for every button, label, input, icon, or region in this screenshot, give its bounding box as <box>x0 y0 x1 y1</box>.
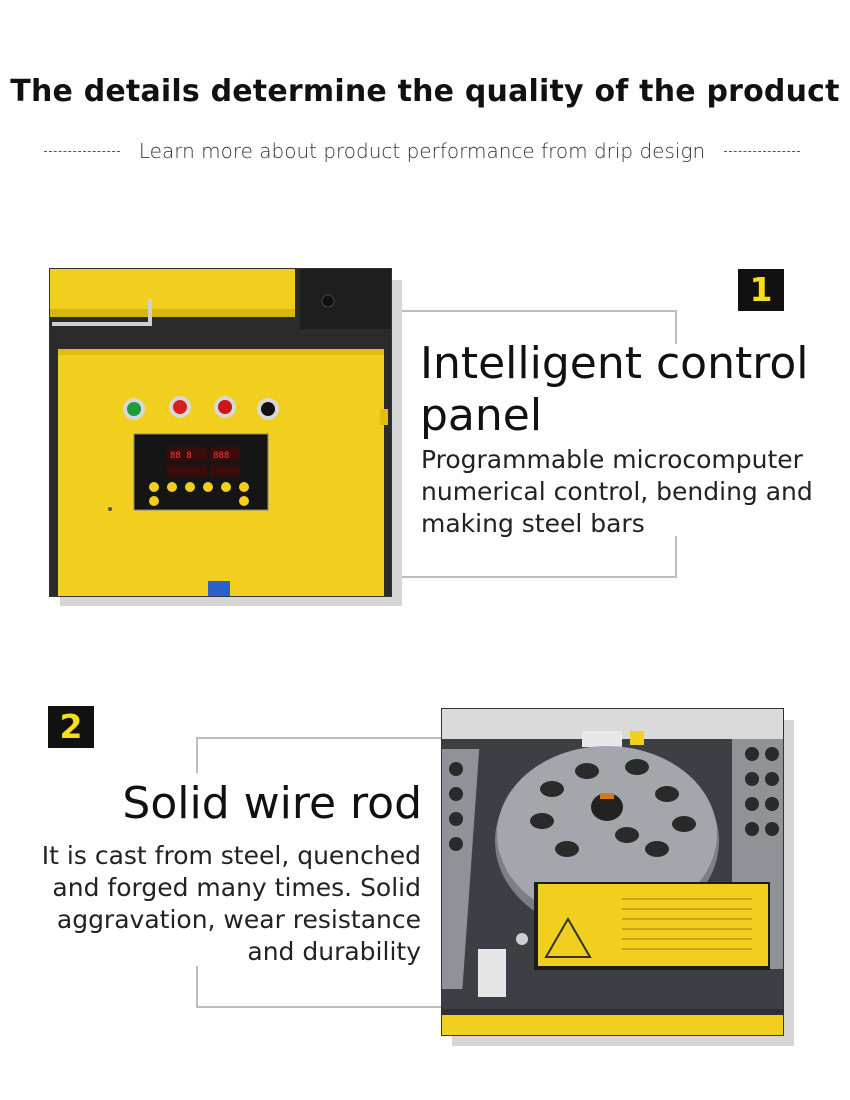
connector-line <box>196 737 442 739</box>
connector-line <box>402 310 677 312</box>
feature-number-badge: 2 <box>48 706 94 748</box>
feature-description: It is cast from steel, quenched and forged many times. Solid aggravation, wear resistance and durability <box>41 841 421 966</box>
feature-description: Programmable microcomputer numerical control, bending and making steel bars <box>421 445 813 538</box>
left-divider <box>44 151 120 152</box>
connector-line <box>196 966 198 1008</box>
svg-text:88 8: 88 8 <box>170 451 192 461</box>
feature-title: Solid wire rod <box>122 778 422 829</box>
control-panel-photo <box>49 268 392 597</box>
wire-rod-photo <box>441 708 784 1036</box>
feature-title: Intelligent control panel <box>420 338 809 441</box>
connector-line <box>196 737 198 773</box>
page-title: The details determine the quality of the product <box>10 74 840 109</box>
page-subtitle: Learn more about product performance from drip design <box>138 139 706 163</box>
connector-line <box>402 576 677 578</box>
connector-line <box>675 536 677 578</box>
svg-text:888: 888 <box>213 451 230 461</box>
connector-line <box>196 1006 442 1008</box>
feature-number-badge: 1 <box>738 269 784 311</box>
subtitle-row <box>44 138 800 164</box>
right-divider <box>724 151 800 152</box>
